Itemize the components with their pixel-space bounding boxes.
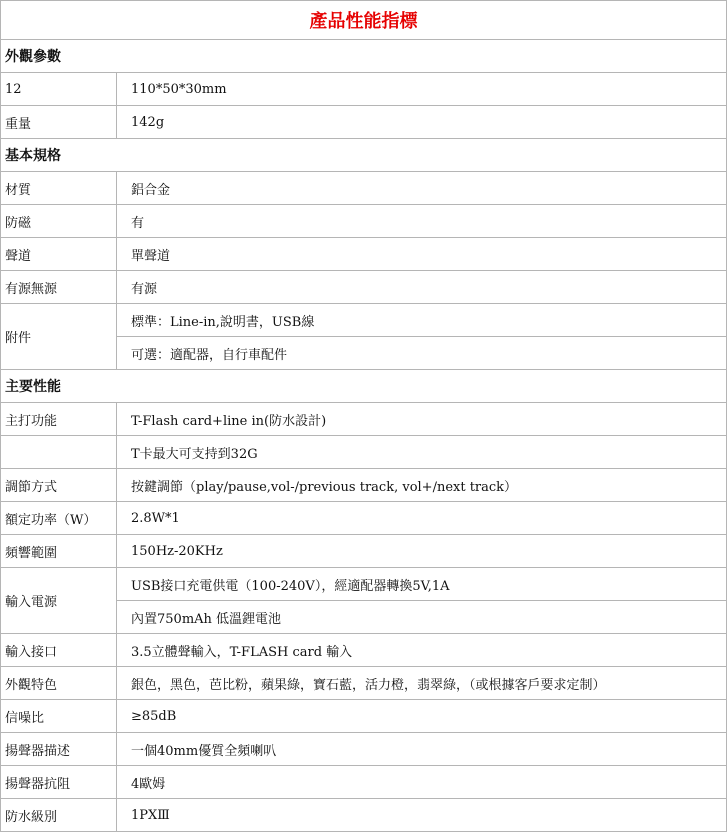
spec-label: 有源無源 bbox=[1, 271, 117, 304]
spec-label: 防水級別 bbox=[1, 799, 117, 832]
spec-label: 12 bbox=[1, 73, 117, 106]
spec-value: 標準：Line-in,說明書，USB線 bbox=[117, 304, 727, 337]
table-row bbox=[1, 172, 727, 205]
section-heading: 外觀參數 bbox=[1, 40, 727, 73]
table-row bbox=[1, 568, 727, 601]
spec-value: ≥85dB bbox=[117, 700, 727, 733]
spec-label: 輸入電源 bbox=[1, 568, 117, 634]
spec-value: 按鍵調節（play/pause,vol-/previous track, vol+/next track） bbox=[117, 469, 727, 502]
table-row bbox=[1, 106, 727, 139]
spec-value: T卡最大可支持到32G bbox=[117, 436, 727, 469]
spec-value: 一個40mm優質全頻喇叭 bbox=[117, 733, 727, 766]
spec-value: 142g bbox=[117, 106, 727, 139]
spec-value: 3.5立體聲輸入，T-FLASH card 輸入 bbox=[117, 634, 727, 667]
table-row bbox=[1, 502, 727, 535]
spec-value: 150Hz-20KHz bbox=[117, 535, 727, 568]
table-row bbox=[1, 469, 727, 502]
spec-label: 重量 bbox=[1, 106, 117, 139]
spec-value: 單聲道 bbox=[117, 238, 727, 271]
table-title: 產品性能指標 bbox=[1, 1, 727, 40]
table-row bbox=[1, 403, 727, 436]
table-row bbox=[1, 799, 727, 832]
spec-label: 揚聲器抗阻 bbox=[1, 766, 117, 799]
section-header-row bbox=[1, 370, 727, 403]
table-row bbox=[1, 667, 727, 700]
section-header-row bbox=[1, 40, 727, 73]
table-row bbox=[1, 238, 727, 271]
table-row bbox=[1, 73, 727, 106]
table-row bbox=[1, 700, 727, 733]
table-row bbox=[1, 535, 727, 568]
spec-label: 附件 bbox=[1, 304, 117, 370]
spec-label: 揚聲器描述 bbox=[1, 733, 117, 766]
table-row bbox=[1, 271, 727, 304]
spec-value: 2.8W*1 bbox=[117, 502, 727, 535]
spec-value: USB接口充電供電（100-240V），經適配器轉換5V,1A bbox=[117, 568, 727, 601]
section-heading: 主要性能 bbox=[1, 370, 727, 403]
table-row bbox=[1, 304, 727, 337]
spec-label: 聲道 bbox=[1, 238, 117, 271]
spec-value: T-Flash card+line in(防水設計) bbox=[117, 403, 727, 436]
spec-value: 1PXⅢ bbox=[117, 799, 727, 832]
table-row bbox=[1, 634, 727, 667]
section-heading: 基本規格 bbox=[1, 139, 727, 172]
spec-label: 主打功能 bbox=[1, 403, 117, 436]
table-row bbox=[1, 436, 727, 469]
section-header-row bbox=[1, 139, 727, 172]
spec-label: 信噪比 bbox=[1, 700, 117, 733]
spec-label: 輸入接口 bbox=[1, 634, 117, 667]
spec-value: 110*50*30mm bbox=[117, 73, 727, 106]
spec-label: 額定功率（W） bbox=[1, 502, 117, 535]
spec-label: 頻響範圍 bbox=[1, 535, 117, 568]
table-row bbox=[1, 733, 727, 766]
spec-value: 銀色，黑色，芭比粉，蘋果綠，寶石藍，活力橙，翡翠綠，（或根據客戶要求定制） bbox=[117, 667, 727, 700]
spec-value: 有源 bbox=[117, 271, 727, 304]
title-row bbox=[1, 1, 727, 40]
spec-label: 材質 bbox=[1, 172, 117, 205]
table-row bbox=[1, 205, 727, 238]
spec-value: 內置750mAh 低溫鋰電池 bbox=[117, 601, 727, 634]
table-row bbox=[1, 766, 727, 799]
spec-value: 4歐姆 bbox=[117, 766, 727, 799]
spec-value: 可選：適配器，自行車配件 bbox=[117, 337, 727, 370]
spec-label: 外觀特色 bbox=[1, 667, 117, 700]
spec-value: 鋁合金 bbox=[117, 172, 727, 205]
spec-table-body bbox=[1, 1, 727, 832]
spec-label bbox=[1, 436, 117, 469]
spec-label: 調節方式 bbox=[1, 469, 117, 502]
spec-value: 有 bbox=[117, 205, 727, 238]
spec-label: 防磁 bbox=[1, 205, 117, 238]
